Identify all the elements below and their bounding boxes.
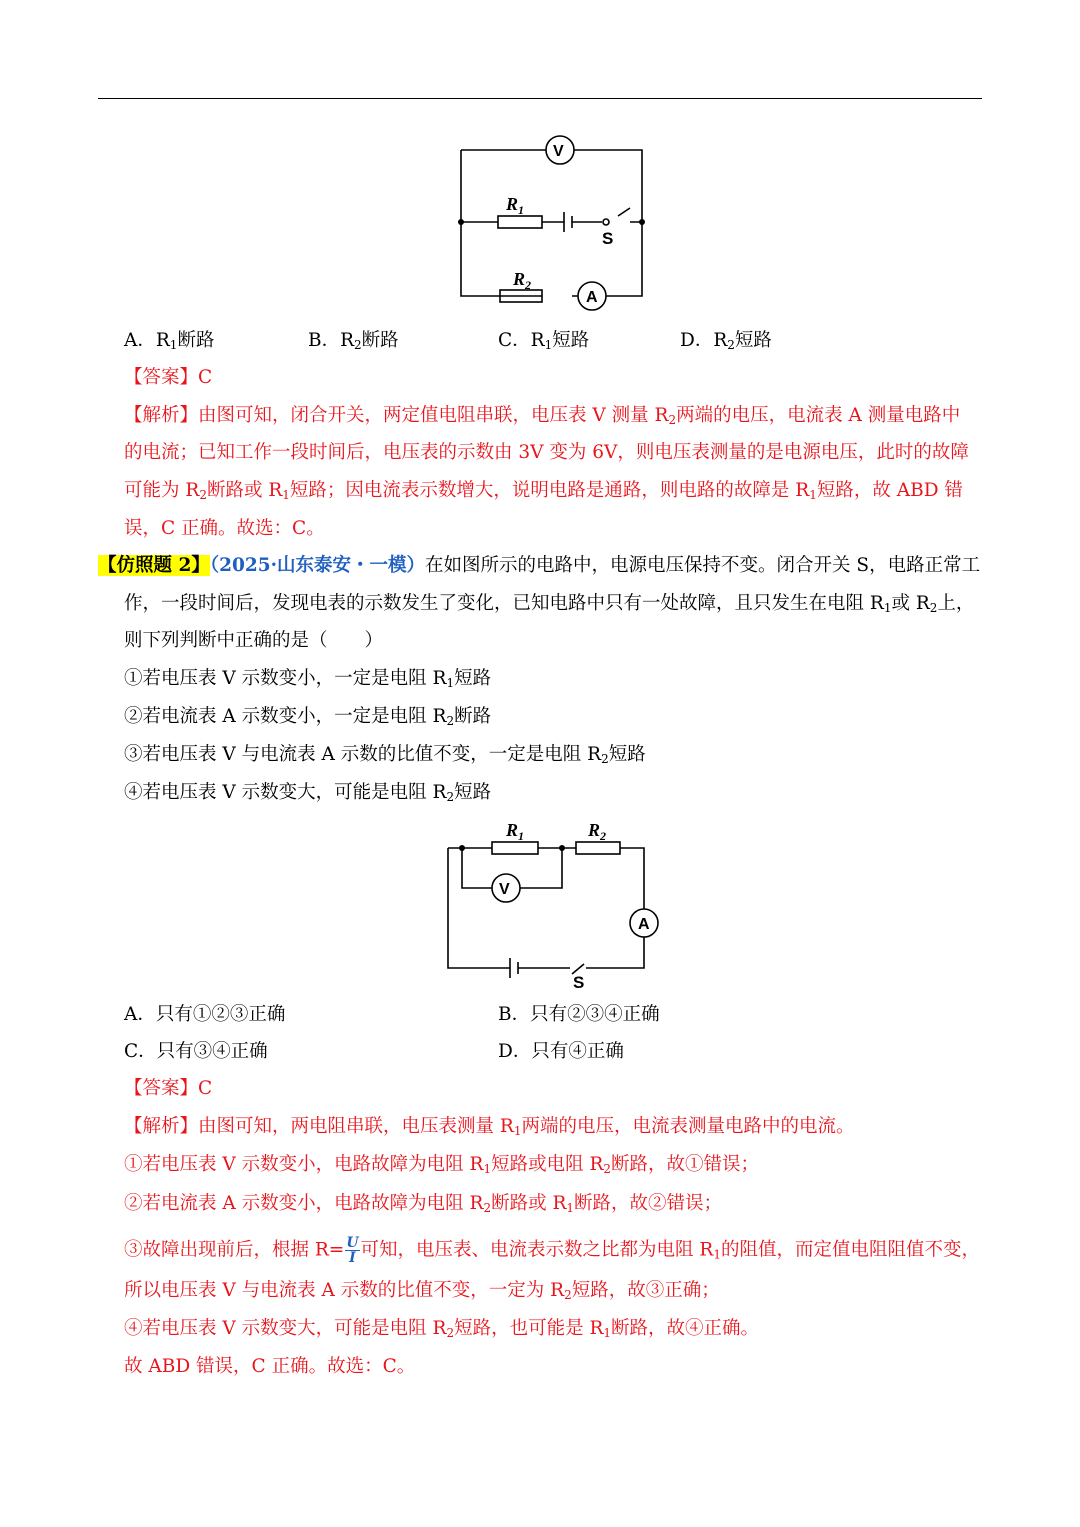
q2-answer: 【答案】C — [124, 1078, 213, 1099]
q2-statement-2: ②若电流表 A 示数变小，一定是电阻 $R_2$断路 — [124, 706, 492, 728]
q2-statement-1: ①若电压表 V 示数变小，一定是电阻 $R_1$短路 — [124, 668, 492, 690]
q2-analysis-line-5: 所以电压表 V 与电流表 A 示数的比值不变，一定为 $R_2$短路，故③正确； — [124, 1280, 720, 1302]
q1-analysis-line-2: 的电流；已知工作一段时间后，电压表的示数由 3V 变为 6V，则电压表测量的是电源电压，此时的故障 — [124, 442, 969, 463]
circuit-diagram-1 — [440, 128, 660, 318]
q2-option-d: D．只有④正确 — [498, 1041, 624, 1062]
r1-sub-2: 1 — [518, 829, 525, 843]
q2-analysis-line-3: ②若电流表 A 示数变小，电路故障为电阻 $R_2$断路或 $R_1$断路，故②错误； — [124, 1193, 723, 1215]
q1-answer: 【答案】C — [124, 367, 213, 388]
q2-analysis-line-7: 故 ABD 错误，C 正确。故选：C。 — [124, 1356, 416, 1377]
q1-option-d: D．$R_2$短路 — [680, 330, 772, 352]
switch-label-1: S — [602, 229, 614, 248]
q2-analysis-line-1: 【解析】由图可知，两电阻串联，电压表测量 $R_1$两端的电压，电流表测量电路中的电流。 — [124, 1116, 855, 1138]
q1-option-c: C．$R_1$短路 — [498, 330, 590, 352]
header-rule — [98, 98, 982, 99]
circuit-diagram-2 — [440, 812, 670, 992]
q2-option-a: A．只有①②③正确 — [124, 1004, 286, 1025]
svg-text:R1 — [505, 194, 524, 217]
r2-label-2: R — [588, 820, 601, 840]
q2-analysis-line-4: ③故障出现前后，根据 R= $\frac{U}{I}$ 可知，电压表、电流表示数之比都为电阻 $R_1$的阻值，而定值电阻阻值不变， — [124, 1235, 980, 1266]
q2-tag: 【仿照题 2】 — [98, 555, 210, 576]
r1-sub-1: 1 — [518, 203, 525, 217]
q1-option-a: A．$R_1$断路 — [124, 330, 215, 352]
q2-stem-line-3: 则下列判断中正确的是（ ） — [124, 630, 384, 651]
q2-statement-3: ③若电压表 V 与电流表 A 示数的比值不变，一定是电阻 $R_2$短路 — [124, 744, 646, 766]
q2-source: （2025·山东泰安・一模） — [209, 555, 426, 576]
q1-analysis-line-3: 可能为 $R_2$断路或 $R_1$短路；因电流表示数增大，说明电路是通路，则电路的故障是 $R_1$短路，故 ABD 错 — [124, 480, 963, 502]
q2-stem-line-2: 作，一段时间后，发现电表的示数发生了变化，已知电路中只有一处故障，且只发生在电阻 $R_1$或 $R_2$上， — [124, 593, 975, 615]
formula-fraction: $\frac{U}{I}$ — [346, 1235, 359, 1266]
q2-analysis-line-6: ④若电压表 V 示数变大，可能是电阻 $R_2$短路，也可能是 $R_1$断路，故④正确。 — [124, 1318, 760, 1340]
ammeter-label-1: A — [586, 289, 598, 306]
q1-option-b: B．$R_2$断路 — [308, 330, 399, 352]
q1-analysis-line-4: 误，C 正确。故选：C。 — [124, 518, 325, 539]
q2-statement-4: ④若电压表 V 示数变大，可能是电阻 $R_2$短路 — [124, 782, 492, 804]
q2-option-c: C．只有③④正确 — [124, 1041, 268, 1062]
r2-label-1: R — [513, 269, 526, 289]
svg-text:R2 — [512, 269, 531, 292]
ammeter-label-2: A — [638, 916, 650, 933]
q2-analysis-line-2: ①若电压表 V 示数变小，电路故障为电阻 $R_1$短路或电阻 $R_2$断路，故①错误； — [124, 1154, 760, 1176]
svg-text:R2 — [587, 820, 606, 843]
r2-sub-1: 2 — [525, 278, 532, 292]
switch-label-2: S — [573, 973, 585, 992]
r1-label-1: R — [506, 194, 519, 214]
voltmeter-label-1: V — [553, 143, 564, 160]
q2-option-b: B．只有②③④正确 — [498, 1004, 660, 1025]
svg-text:R1 — [505, 820, 524, 843]
q2-stem-line-1: 【仿照题 2】（2025·山东泰安・一模）在如图所示的电路中，电源电压保持不变。闭合开关 S，电路正常工 — [98, 555, 981, 576]
q1-analysis-line-1: 【解析】由图可知，闭合开关，两定值电阻串联，电压表 V 测量 $R_2$两端的电压，电流表 A 测量电路中 — [124, 405, 961, 427]
voltmeter-label-2: V — [499, 881, 510, 898]
r2-sub-2: 2 — [600, 829, 607, 843]
r1-label-2: R — [506, 820, 519, 840]
